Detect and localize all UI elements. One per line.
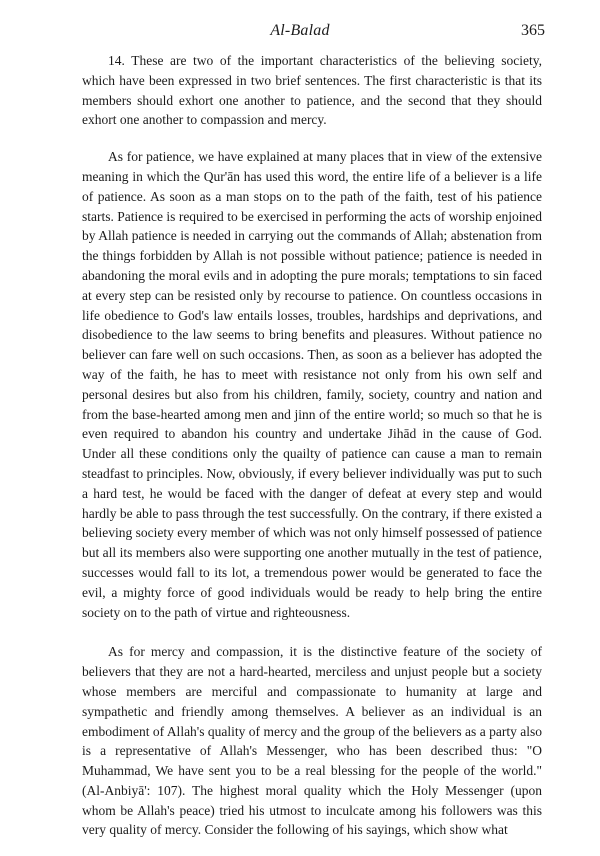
paragraph: 14. These are two of the important characteristics of the believing society, which have been expressed in two brief sentences. The first characteristic is that its members should exhort one another to patience, and the second that they should exhort one another to compassion and mercy. <box>82 53 542 128</box>
paragraph: As for mercy and compassion, it is the distinctive feature of the society of believers that they are not a hard-hearted, merciless and unjust people but a society whose members are merciful and compassionate to humanity at large and sympathetic and friendly among themselves. A believer as an individual is an embodiment of Allah's quality of mercy and the group of the believers as a party also is a representative of Allah's Messenger, who has been described thus: "O Muhammad, We have sent you to be a real blessing for the people of the world." (Al-Anbiyā': 107). The highest moral quality which the Holy Messenger (upon whom be Allah's peace) tried his utmost to inculcate among his followers was this very quality of mercy. Consider the following of his sayings, which show what <box>82 644 542 838</box>
body-text <box>82 51 542 840</box>
page-header <box>0 22 600 44</box>
page-number: 365 <box>521 22 545 39</box>
running-title: Al-Balad <box>270 22 330 39</box>
paragraph: As for patience, we have explained at many places that in view of the extensive meaning in which the Qur'ān has used this word, the entire life of a believer is a life of patience. As soon as a man stops on to the path of the faith, test of his patience starts. Patience is required to be exercised in performing the acts of worship enjoined by Allah patience is needed in carrying out the commands of Allah; abstenation from the things forbidden by Allah is not possible without patience; patience is needed in abandoning the moral evils and in adopting the pure morals; temptations to sin faced at every step can be resisted only by recourse to patience. On countless occasions in life obedience to God's law entails losses, troubles, hardships and deprivations, and disobedience to the law seems to bring benefits and pleasures. Without patience no believer can fare well on such occasions. Then, as soon as a believer has adopted the way of the faith, he has to meet with resistance not only from his own self and personal desires but also from his children, family, society, country and nation and from the base-hearted among men and jinn of the entire world; so much so that he is even required to abandon his country and undertake Jihād in the cause of God. Under all these conditions only the quailty of patience can cause a man to remain steadfast to principles. Now, obviously, if every believer individually was put to such a hard test, he would be faced with the danger of defeat at every step and would hardly be able to pass through the test successfully. On the contrary, if there existed a believing society every member of which was not only himself possessed of patience but all its members also were supporting one another mutually in the test of patience, successes would fall to its lot, a tremendous power would be generated to face the evil, a mighty force of good individuals would be ready to help bring the entire society on to the path of virtue and righteousness. <box>82 149 542 620</box>
